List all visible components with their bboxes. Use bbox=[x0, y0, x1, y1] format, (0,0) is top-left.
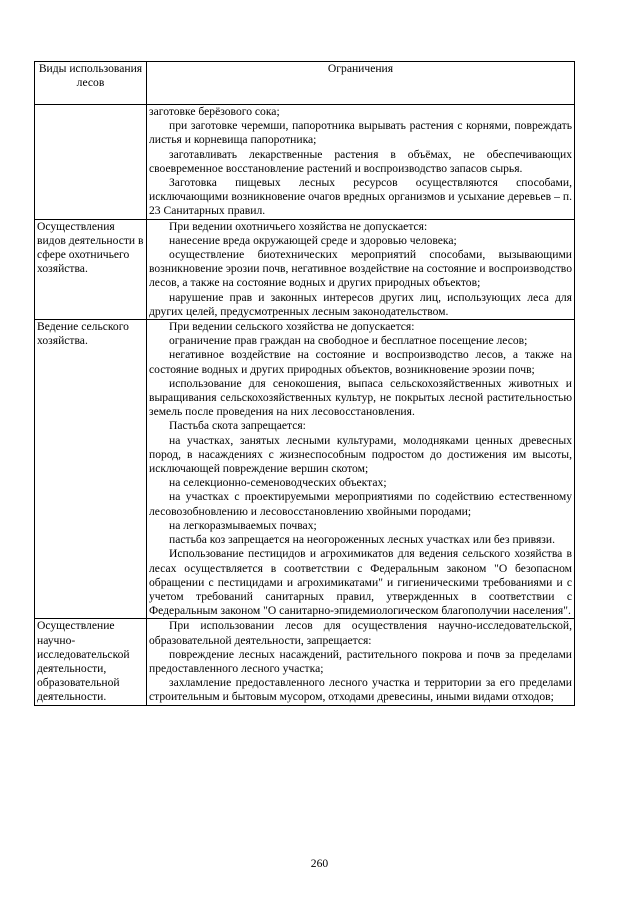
restriction-paragraph: на легкоразмываемых почвах; bbox=[169, 518, 317, 532]
page-number: 260 bbox=[310, 857, 329, 870]
forest-use-type-cell: Осуществления видов деятельности в сфере охотничьего хозяйства. bbox=[35, 219, 147, 319]
restriction-paragraph: нанесение вреда окружающей среде и здоровью человека; bbox=[169, 233, 457, 247]
restrictions-table bbox=[34, 61, 575, 706]
header-restrictions: Ограничения bbox=[147, 62, 575, 105]
forest-use-type-cell bbox=[35, 105, 147, 220]
restriction-paragraph: при заготовке черемши, папоротника вырывать растения с корнями, повреждать листья и корневища папоротника; bbox=[149, 119, 572, 147]
restriction-paragraph: При ведении сельского хозяйства не допускается: bbox=[169, 320, 415, 334]
table-row bbox=[35, 320, 575, 619]
restriction-paragraph: на участках с проектируемыми мероприятиями по содействию естественному лесовозобновлению и лесовосстановлению хвойными породами; bbox=[149, 490, 572, 518]
forest-use-type-cell: Осуществление научно-исследовательской деятельности, образовательной деятельности. bbox=[35, 619, 147, 705]
restriction-paragraph: заготавливать лекарственные растения в объёмах, не обеспечивающих своевременное восстановление растений и воспроизводство запасов сырья. bbox=[149, 147, 572, 175]
restriction-paragraph: нарушение прав и законных интересов других лиц, использующих леса для других целей, предусмотренных лесным законодательством. bbox=[149, 290, 572, 318]
restrictions-cell bbox=[147, 320, 575, 619]
restriction-paragraph: Использование пестицидов и агрохимикатов для ведения сельского хозяйства в лесах осуществляется в соответствии с Федеральным законом "О безопасном обращении с пестицидами и агрохимикатами" и гигиеническими требованиями и с учетом требований санитарных правил, утвержденных в соответствии с Федеральным законом "О санитарно-эпидемиологическом благополучии населения". bbox=[149, 547, 572, 618]
restriction-paragraph: ограничение прав граждан на свободное и бесплатное посещение лесов; bbox=[169, 334, 528, 348]
table-header-row bbox=[35, 62, 575, 105]
restriction-paragraph: осуществление биотехнических мероприятий способами, вызывающими возникновение эрозии почв, негативное воздействие на состояние и воспроизводство лесов, а также на состояние водных и других природных объектов; bbox=[149, 248, 572, 290]
restriction-paragraph: пастьба коз запрещается на неогороженных лесных участках или без привязи. bbox=[169, 533, 555, 547]
restriction-paragraph: При использовании лесов для осуществления научно-исследовательской, образовательной деятельности, запрещается: bbox=[149, 619, 572, 647]
restriction-paragraph: При ведении охотничьего хозяйства не допускается: bbox=[169, 219, 428, 233]
table-row bbox=[35, 105, 575, 220]
restrictions-cell bbox=[147, 619, 575, 705]
restriction-paragraph: использование для сенокошения, выпаса сельскохозяйственных животных и выращивания сельскохозяйственных культур, не покрытых лесной растительностью земель после проведения на них лесовосстановления. bbox=[149, 376, 572, 419]
restriction-paragraph: Заготовка пищевых лесных ресурсов осуществляются способами, исключающими возникновение очагов вредных организмов и усыхание деревьев – п. 23 Санитарных правил. bbox=[149, 176, 572, 218]
restriction-paragraph: захламление предоставленного лесного участка и территории за его пределами строительным и бытовым мусором, отходами древесины, иными видами отходов; bbox=[149, 676, 572, 704]
table-row bbox=[35, 219, 575, 319]
header-forest-use-types: Виды использования лесов bbox=[35, 62, 147, 105]
restrictions-cell bbox=[147, 219, 575, 319]
table-row bbox=[35, 619, 575, 705]
restriction-paragraph: негативное воздействие на состояние и воспроизводство лесов, а также на состояние водных и других природных объектов, возникновение эрозии почв; bbox=[149, 348, 572, 376]
forest-use-type-cell: Ведение сельского хозяйства. bbox=[35, 320, 147, 619]
restriction-paragraph: повреждение лесных насаждений, растительного покрова и почв за пределами предоставленного лесного участка; bbox=[149, 647, 572, 675]
restriction-paragraph: Пастьба скота запрещается: bbox=[169, 419, 306, 433]
restriction-paragraph: заготовке берёзового сока; bbox=[149, 105, 280, 118]
restriction-paragraph: на участках, занятых лесными культурами, молодняками ценных древесных пород, в насаждениях с жизнеспособным подростом до достижения им высоты, исключающей повреждение вершин скотом; bbox=[149, 433, 572, 476]
restriction-paragraph: на селекционно-семеноводческих объектах; bbox=[169, 476, 387, 490]
restrictions-cell bbox=[147, 105, 575, 220]
